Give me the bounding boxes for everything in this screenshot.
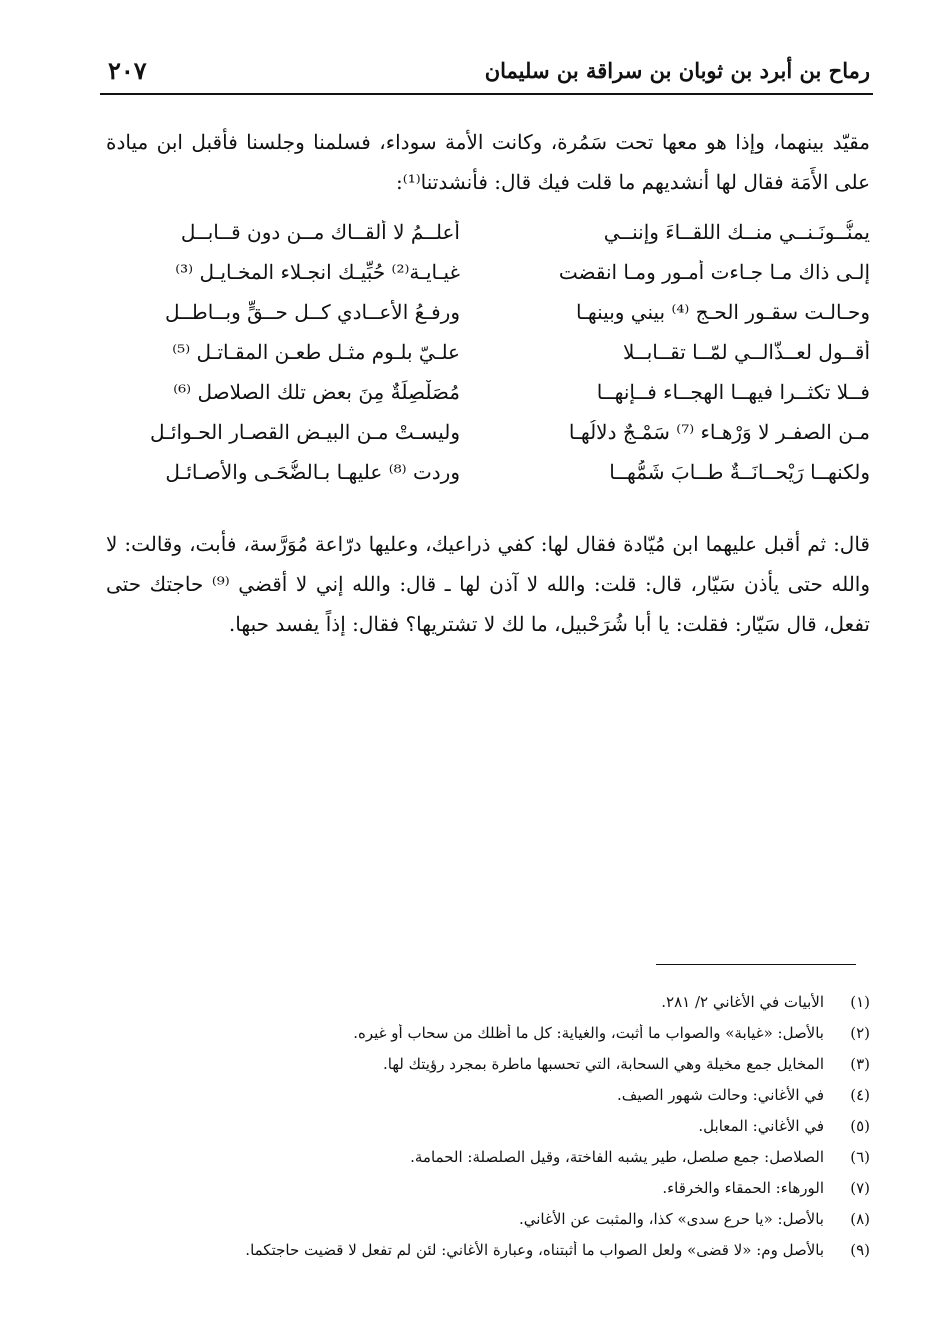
hemistich-first: إلـى ذاك مـا جـاءت أمـور ومـا انقضت bbox=[558, 260, 870, 284]
footnote-text: في الأغاني: المعابل. bbox=[698, 1116, 824, 1135]
footnote-number: (٥) bbox=[850, 1116, 870, 1135]
footnote-number: (٨) bbox=[850, 1209, 870, 1228]
hemistich-first: أقــول لعــذّالــي لمّــا تقــابــلا bbox=[623, 340, 870, 364]
hemistich-second: وليسـتْ مـن البيـض القصـار الحـوائـل bbox=[149, 420, 460, 444]
poem-verse-3 bbox=[106, 292, 870, 332]
footnote-9 bbox=[110, 1234, 870, 1265]
footnote-number: (٦) bbox=[850, 1147, 870, 1166]
hemistich-first: ولكنهــا رَيْحــانَــةٌ طــابَ شَمُّهــا bbox=[609, 460, 870, 484]
footnote-text: في الأغاني: وحالت شهور الصيف. bbox=[616, 1085, 824, 1104]
footnote-text: الأبيات في الأغاني ٢/ ٢٨١. bbox=[661, 992, 824, 1011]
hemistich-second: مُصَلْصِلَةٌ مِنَ بعض تلك الصلاصل ⁽⁶⁾ bbox=[173, 380, 460, 404]
footnote-number: (١) bbox=[850, 992, 870, 1011]
footnote-text: الصلاصل: جمع صلصل، طير يشبه الفاختة، وقيل الصلصلة: الحمامة. bbox=[410, 1147, 824, 1166]
footnote-number: (٢) bbox=[850, 1023, 870, 1042]
footnote-1 bbox=[110, 986, 870, 1017]
footnote-text: بالأصل: «يا حرع سدى» كذا، والمثبت عن الأغاني. bbox=[518, 1209, 824, 1228]
footnote-4 bbox=[110, 1079, 870, 1110]
footnote-2 bbox=[110, 1017, 870, 1048]
prose-paragraph-2: قال: ثم أقبل عليهما ابن مُيّادة فقال لها: كفي ذراعيك، وعليها درّاعة مُوَرَّسة، فأبت، وقالت: لا والله حتى يأذن سَيّار، قال: قلت: والله لا آذن لها ـ قال: والله إني لا أقضي ⁽⁹⁾ حاجتك حتى تفعل، قال سَيّار: فقلت: يا أبا شُرَحْبيل، ما لك لا تشتريها؟ فقال: إذاً يفسد حبها. bbox=[106, 532, 870, 636]
header-rule bbox=[100, 93, 873, 95]
poem-verse-6 bbox=[106, 412, 870, 452]
hemistich-first: مـن الصفـر لا وَرْهـاء ⁽⁷⁾ سَمْـجٌ دلالُهـا bbox=[568, 420, 870, 444]
footnote-number: (٣) bbox=[850, 1054, 870, 1073]
page-number: ٢٠٧ bbox=[108, 56, 147, 85]
hemistich-first: يمنُّــونَـنــي منــك اللقــاءَ وإننــي bbox=[603, 220, 870, 244]
footnote-6 bbox=[110, 1141, 870, 1172]
hemistich-first: وحـالـت سقـور الحـج ⁽⁴⁾ بيني وبينهـا bbox=[575, 300, 870, 324]
footnote-number: (٤) bbox=[850, 1085, 870, 1104]
footnote-5 bbox=[110, 1110, 870, 1141]
footnote-3 bbox=[110, 1048, 870, 1079]
footnote-number: (٩) bbox=[850, 1240, 870, 1259]
poem bbox=[106, 212, 870, 492]
footnote-rule bbox=[656, 964, 856, 965]
footnote-8 bbox=[110, 1203, 870, 1234]
footnotes bbox=[110, 986, 870, 1265]
poem-verse-4 bbox=[106, 332, 870, 372]
poem-verse-7 bbox=[106, 452, 870, 492]
hemistich-second: ورفـعُ الأعــادي كــل حــقٍّ وبــاطــلِ bbox=[164, 300, 460, 324]
hemistich-second: غيـايـة⁽²⁾ حُبِّيـك انجـلاء المخـايـلِ ⁽³⁾ bbox=[175, 260, 460, 284]
poem-verse-5 bbox=[106, 372, 870, 412]
hemistich-second: علـيّ بلـوم مثـل طعـنِ المقـاتـلِ ⁽⁵⁾ bbox=[172, 340, 460, 364]
prose-paragraph-1: مقيّد بينهما، وإذا هو معها تحت سَمُرة، وكانت الأمة سوداء، فسلمنا وجلسنا فأقبل ابن ميادة على الأَمَة فقال لها أنشديهم ما قلت فيك قال: فأنشدتنا⁽¹⁾: bbox=[106, 130, 870, 194]
hemistich-first: فــلا تكثــرا فيهــا الهجــاء فــإنهــا bbox=[596, 380, 870, 404]
footnote-text: المخايل جمع مخيلة وهي السحابة، التي تحسبها ماطرة بمجرد رؤيتك لها. bbox=[383, 1054, 824, 1073]
hemistich-second: أعلــمُ لا ألقــاك مــن دون قــابــلِ bbox=[180, 220, 460, 244]
footnote-number: (٧) bbox=[850, 1178, 870, 1197]
footnote-7 bbox=[110, 1172, 870, 1203]
page-header bbox=[100, 52, 870, 92]
footnote-text: بالأصل وم: «لا قضى» ولعل الصواب ما أثبتناه، وعبارة الأغاني: لئن لم تفعل لا قضيت حاجتكما. bbox=[245, 1240, 824, 1259]
hemistich-second: وردت ⁽⁸⁾ عليهـا بـالضُّحَـى والأصـائـل bbox=[165, 460, 460, 484]
poem-verse-2 bbox=[106, 252, 870, 292]
poem-verse-1 bbox=[106, 212, 870, 252]
running-title: رماح بن أبرد بن ثوبان بن سراقة بن سليمان bbox=[484, 58, 870, 83]
footnote-text: بالأصل: «غيابة» والصواب ما أثبت، والغياية: كل ما أظلك من سحاب أو غيره. bbox=[353, 1023, 824, 1042]
footnote-text: الورهاء: الحمقاء والخرقاء. bbox=[662, 1178, 824, 1197]
